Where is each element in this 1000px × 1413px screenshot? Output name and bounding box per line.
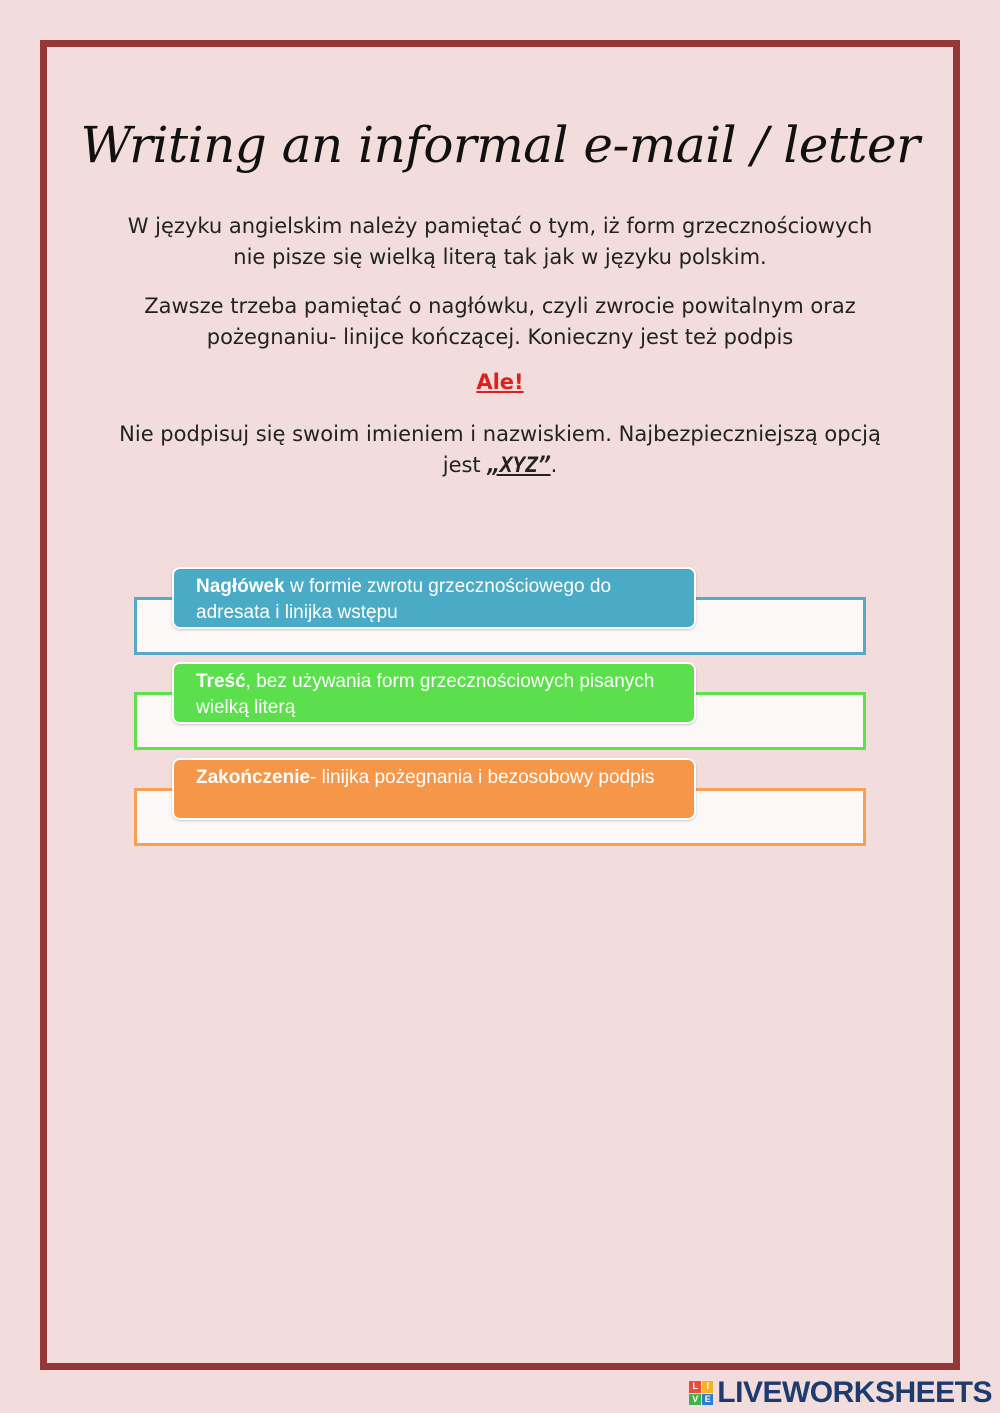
section-tag-body-title: Treść bbox=[196, 671, 246, 692]
paragraph-greeting-rule: Zawsze trzeba pamiętać o nagłówku, czyli zwrocie powitalnym oraz pożegnaniu- linijce kończącej. Konieczny jest też podpis bbox=[144, 294, 856, 349]
section-tag-closing bbox=[172, 758, 696, 820]
liveworksheets-brand-text: LIVEWORKSHEETS bbox=[717, 1376, 992, 1409]
alert-text: Ale! bbox=[476, 370, 524, 394]
logo-letter-e: E bbox=[702, 1394, 714, 1406]
logo-letter-i: I bbox=[702, 1381, 714, 1393]
section-tag-body bbox=[172, 662, 696, 724]
signature-rule-text: Nie podpisuj się swoim imieniem i nazwiskiem. Najbezpieczniejszą opcją jest bbox=[119, 422, 881, 477]
section-tag-closing-title: Zakończenie bbox=[196, 767, 311, 788]
section-tag-body-text: , bez używania form grzecznościowych pisanych wielką literą bbox=[196, 671, 655, 718]
section-tag-header-title: Nagłówek bbox=[196, 576, 285, 597]
section-tag-closing-text: - linijka pożegnania i bezosobowy podpis bbox=[310, 767, 655, 788]
logo-letter-v: V bbox=[689, 1394, 701, 1406]
page-title: Writing an informal e-mail / letter bbox=[80, 116, 920, 174]
logo-letter-l: L bbox=[689, 1381, 701, 1393]
paragraph-capitalization-rule: W języku angielskim należy pamiętać o tym, iż form grzecznościowych nie pisze się wielką literą tak jak w języku polskim. bbox=[127, 214, 873, 269]
signature-period: . bbox=[550, 453, 558, 477]
liveworksheets-logo-icon bbox=[689, 1381, 713, 1405]
section-tag-header bbox=[172, 567, 696, 629]
liveworksheets-logo[interactable] bbox=[689, 1376, 992, 1410]
section-tag-header-text: w formie zwrotu grzecznościowego do adresata i linijka wstępu bbox=[196, 576, 612, 623]
paragraph-signature-rule bbox=[110, 419, 890, 481]
signature-xyz: „XYZ” bbox=[487, 453, 551, 477]
